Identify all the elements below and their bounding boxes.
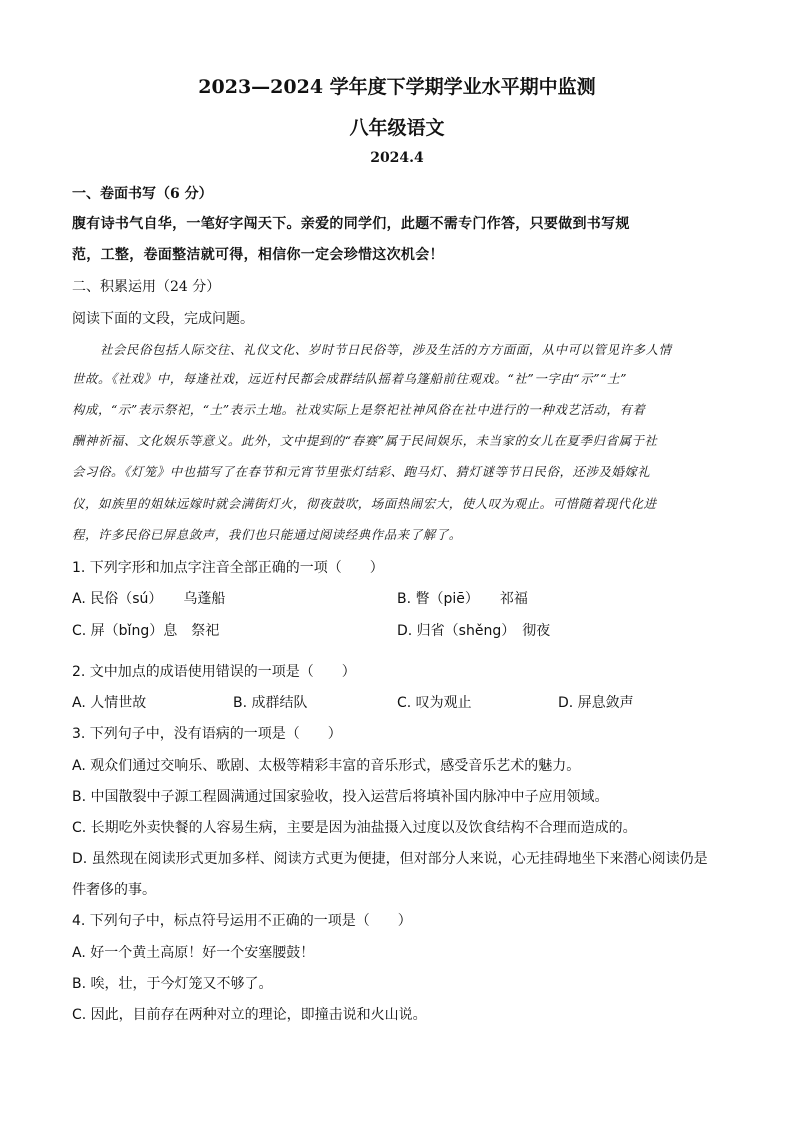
q3-option-c: C. 长期吃外卖快餐的人容易生病，主要是因为油盐摄入过度以及饮食结构不合理而造成的。	[72, 820, 637, 836]
q2-option-b: B. 成群结队	[233, 695, 308, 711]
section2-heading: 二、积累运用（24 分）	[72, 279, 221, 295]
passage-line-3: 构成，“示”表示祭祀，“土”表示土地。社戏实际上是祭祀社神风俗在社中进行的一种戏艺活动，有着	[72, 402, 646, 417]
q4-option-c: C. 因此，目前存在两种对立的理论，即撞击说和火山说。	[72, 1007, 427, 1023]
q3-option-d-line1: D. 虽然现在阅读形式更加多样、阅读方式更为便捷，但对部分人来说，心无挂碍地坐下来潜心阅读仍是	[72, 851, 708, 867]
q4-option-a: A. 好一个黄土高原！好一个安塞腰鼓！	[72, 945, 315, 961]
section1-text-line1: 腹有诗书气自华，一笔好字闯天下。亲爱的同学们，此题不需专门作答，只要做到书写规	[72, 216, 630, 232]
passage-line-7: 程，许多民俗已屏息敛声，我们也只能通过阅读经典作品来了解了。	[72, 527, 462, 542]
q2-option-a: A. 人情世故	[72, 695, 147, 711]
q1-stem: 1. 下列字形和加点字注音全部正确的一项（ ）	[72, 560, 384, 576]
q2-stem: 2. 文中加点的成语使用错误的一项是（ ）	[72, 664, 356, 680]
section1-text-line2: 范，工整，卷面整洁就可得，相信你一定会珍惜这次机会！	[72, 247, 444, 263]
q3-stem: 3. 下列句子中，没有语病的一项是（ ）	[72, 726, 342, 742]
passage-line-4: 酬神祈福、文化娱乐等意义。此外，文中提到的“春赛”属于民间娱乐，未当家的女儿在夏季归省属于社	[72, 433, 658, 448]
q1-option-b: B. 瞥（piē） 祁福	[397, 591, 528, 607]
passage-line-2: 世故。《社戏》中，每逢社戏，远近村民都会成群结队摇着乌篷船前往观戏。“社”一字由“示”“土”	[72, 371, 628, 386]
passage-line-5: 会习俗。《灯笼》中也描写了在春节和元宵节里张灯结彩、跑马灯、猜灯谜等节日民俗，还涉及婚嫁礼	[72, 464, 651, 479]
q1-option-c: C. 屏（bǐng）息 祭祀	[72, 623, 220, 639]
q2-option-c: C. 叹为观止	[397, 695, 472, 711]
exam-date: 2024.4	[370, 150, 424, 166]
exam-title: 2023—2024 学年度下学期学业水平期中监测	[198, 76, 596, 98]
q2-option-d: D. 屏息敛声	[558, 695, 634, 711]
q3-option-b: B. 中国散裂中子源工程圆满通过国家验收，投入运营后将填补国内脉冲中子应用领域。	[72, 789, 609, 805]
passage-line-1: 社会民俗包括人际交往、礼仪文化、岁时节日民俗等，涉及生活的方方面面，从中可以管见许多人情	[100, 342, 672, 357]
section1-heading: 一、卷面书写（6 分）	[72, 186, 213, 202]
reading-instruction: 阅读下面的文段，完成问题。	[72, 311, 254, 327]
q1-option-a: A. 民俗（sú） 乌蓬船	[72, 591, 226, 607]
q1-option-d: D. 归省（shěng） 彻夜	[397, 623, 551, 639]
q4-stem: 4. 下列句子中，标点符号运用不正确的一项是（ ）	[72, 913, 412, 929]
q4-option-b: B. 唉，壮，于今灯笼又不够了。	[72, 976, 273, 992]
q3-option-d-line2: 件奢侈的事。	[72, 882, 156, 898]
q3-option-a: A. 观众们通过交响乐、歌剧、太极等精彩丰富的音乐形式，感受音乐艺术的魅力。	[72, 758, 581, 774]
passage-line-6: 仪，如族里的姐妹远嫁时就会满街灯火，彻夜鼓吹，场面热闹宏大，使人叹为观止。可惜随着现代化进	[72, 496, 657, 511]
subject-title: 八年级语文	[349, 117, 445, 139]
